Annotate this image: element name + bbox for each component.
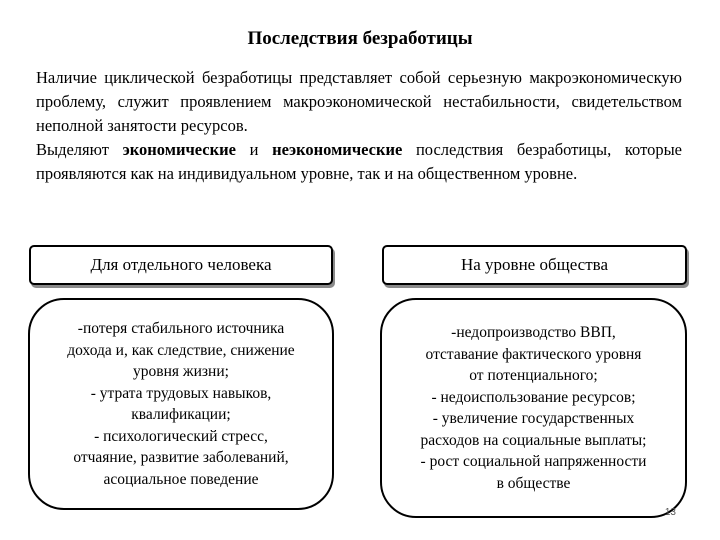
list-item: отставание фактического уровня: [425, 345, 642, 363]
society-consequences-list: [421, 322, 647, 494]
list-item: - утрата трудовых навыков,: [90, 384, 272, 402]
individual-header-label: Для отдельного человека: [90, 255, 272, 274]
list-item: - психологический стресс,: [94, 427, 268, 445]
society-header-box: [382, 245, 687, 285]
list-item: квалификации;: [131, 406, 231, 423]
page-title: Последствия безработицы: [247, 28, 473, 49]
intro-p2-bold-economic: экономические: [122, 140, 236, 159]
page-number: 13: [664, 507, 676, 518]
list-item: -потеря стабильного источника: [77, 320, 285, 337]
list-item: -недопроизводство ВВП,: [451, 324, 616, 341]
list-item: расходов на социальные выплаты;: [420, 431, 647, 449]
list-item: от потенциального;: [469, 367, 598, 384]
intro-p2-mid: и: [235, 140, 273, 159]
intro-text: [36, 66, 682, 186]
intro-paragraph-1: Наличие циклической безработицы представляет собой серьезную макроэкономическую проблему, служит проявлением макроэкономической нестабильности, свидетельством неполной занятости ресурсов.: [36, 68, 682, 135]
list-item: - недоиспользование ресурсов;: [431, 388, 636, 406]
list-item: уровня жизни;: [133, 363, 229, 380]
list-item: в обществе: [496, 474, 571, 492]
list-item: - увеличение государственных: [432, 410, 635, 427]
individual-consequences-list: [67, 318, 294, 490]
society-consequences-box: [380, 298, 687, 518]
intro-p2-bold-noneconomic: неэкономические: [272, 140, 403, 159]
individual-consequences-box: [28, 298, 334, 510]
list-item: дохода и, как следствие, снижение: [67, 341, 295, 359]
list-item: асоциальное поведение: [103, 470, 259, 488]
individual-header-box: [29, 245, 333, 285]
intro-p2-start: Выделяют: [36, 140, 123, 159]
list-item: - рост социальной напряженности: [420, 453, 647, 470]
intro-p2-end: последствия безработицы, которые проявляются как на индивидуальном уровне, так и на общественном уровне.: [36, 140, 682, 183]
list-item: отчаяние, развитие заболеваний,: [73, 449, 289, 466]
society-header-label: На уровне общества: [460, 255, 609, 274]
intro-paragraph-2: [36, 138, 682, 186]
